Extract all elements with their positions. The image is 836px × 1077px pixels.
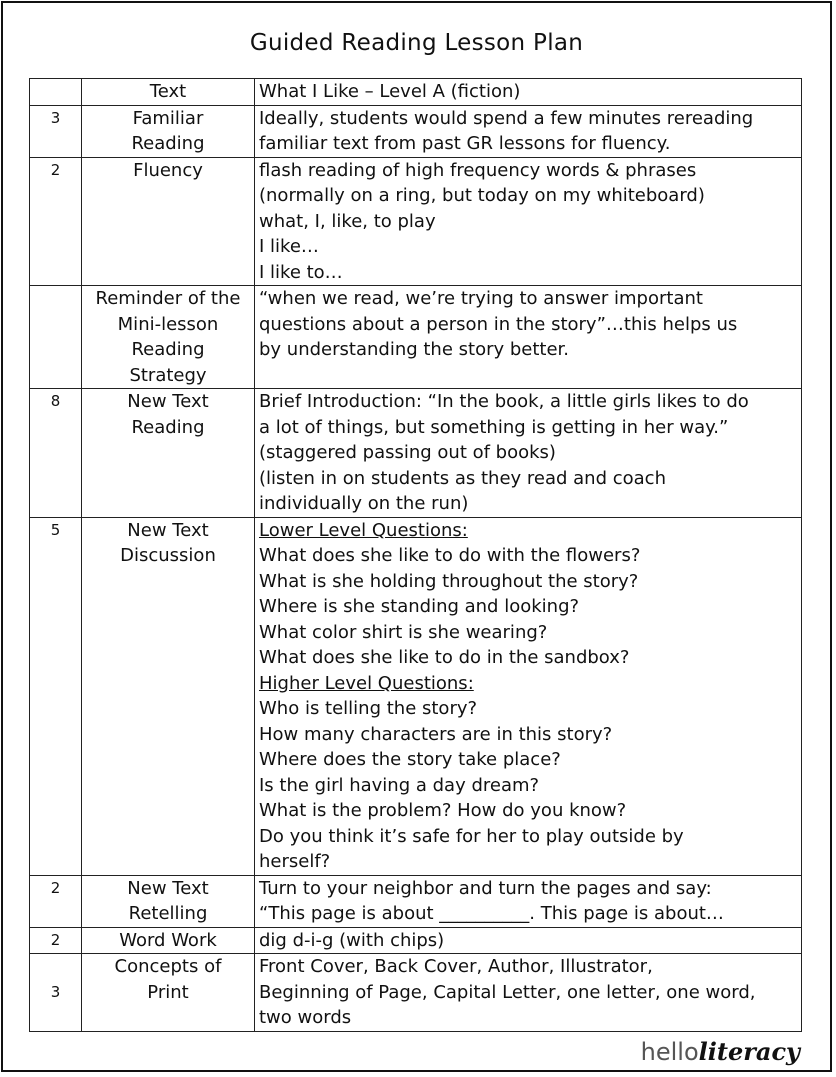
description-line: by understanding the story better. [259, 339, 570, 360]
time-cell: 2 [30, 875, 82, 927]
description-line: How many characters are in this story? [259, 723, 613, 745]
component-cell [82, 389, 255, 518]
component-label: Reading [131, 133, 205, 154]
page-title: Guided Reading Lesson Plan [249, 30, 584, 56]
table-row [30, 389, 802, 518]
description-line: familiar text from past GR lessons for fluency. [259, 133, 671, 154]
description-line: Front Cover, Back Cover, Author, Illustrator, [259, 956, 653, 977]
time-cell: 2 [30, 927, 82, 954]
description-cell [255, 105, 802, 157]
time-cell [30, 286, 82, 389]
description-line: (listen in on students as they read and coach [259, 467, 666, 489]
description-line: What I Like – Level A (fiction) [259, 81, 521, 102]
time-cell: 5 [30, 517, 82, 875]
time-cell: 3 [30, 105, 82, 157]
table-row [30, 286, 802, 389]
description-line: I like… [259, 236, 319, 257]
description-line: individually on the run) [259, 493, 469, 514]
description-line: what, I, like, to play [259, 210, 436, 232]
component-label: Print [147, 981, 189, 1003]
description-line: What does she like to do with the flowers? [259, 545, 641, 566]
component-label: Word Work [119, 929, 217, 951]
description-line: Where is she standing and looking? [259, 596, 580, 617]
description-cell [255, 517, 802, 875]
description-line: Brief Introduction: “In the book, a little girls likes to do [259, 391, 749, 412]
description-line: Ideally, students would spend a few minutes rereading [259, 107, 754, 129]
description-line: questions about a person in the story”…this helps us [259, 313, 738, 335]
description-cell [255, 79, 802, 106]
table-row [30, 105, 802, 157]
description-line: herself? [259, 851, 331, 872]
brand-logo [641, 1038, 800, 1066]
question-heading: Lower Level Questions: [259, 519, 468, 541]
time-cell [30, 79, 82, 106]
brand-prefix: hello [640, 1038, 699, 1066]
component-cell [82, 954, 255, 1032]
table-row [30, 157, 802, 286]
description-line: (staggered passing out of books) [259, 442, 556, 463]
description-line: (normally on a ring, but today on my whiteboard) [259, 185, 705, 206]
question-heading: Higher Level Questions: [259, 672, 474, 694]
description-line: Where does the story take place? [259, 749, 561, 770]
time-cell: 2 [30, 157, 82, 286]
description-cell [255, 875, 802, 927]
component-cell [82, 79, 255, 106]
description-line: What color shirt is she wearing? [259, 621, 548, 643]
table-row [30, 927, 802, 954]
table-row [30, 954, 802, 1032]
component-label: Discussion [120, 545, 216, 566]
lesson-plan-table [29, 78, 802, 1032]
component-label: New Text [127, 519, 209, 541]
component-label: Reminder of the [95, 288, 241, 309]
description-line: a lot of things, but something is getting in her way.” [259, 416, 729, 438]
component-label: Reading [131, 339, 205, 360]
description-line: two words [259, 1007, 352, 1028]
component-cell [82, 157, 255, 286]
component-label: Fluency [133, 159, 203, 181]
description-cell [255, 389, 802, 518]
description-line: “This page is about __________. This page is about… [259, 903, 724, 924]
description-line: What is she holding throughout the story? [259, 570, 639, 592]
description-line: What is the problem? How do you know? [259, 800, 627, 821]
table-row [30, 875, 802, 927]
component-cell [82, 286, 255, 389]
component-cell [82, 517, 255, 875]
component-label: Mini-lesson [117, 313, 219, 335]
component-cell [82, 105, 255, 157]
component-label: Reading [131, 416, 205, 438]
component-label: Concepts of [114, 956, 222, 977]
component-cell [82, 875, 255, 927]
description-line: Who is telling the story? [259, 698, 478, 719]
description-line: Is the girl having a day dream? [259, 774, 540, 796]
component-label: Text [149, 81, 187, 102]
description-line: Beginning of Page, Capital Letter, one letter, one word, [259, 981, 756, 1003]
description-line: dig d-i-g (with chips) [259, 929, 445, 951]
table-row [30, 79, 802, 106]
description-cell [255, 286, 802, 389]
component-label: Strategy [129, 364, 207, 386]
description-cell [255, 157, 802, 286]
component-label: New Text [127, 391, 209, 412]
description-line: “when we read, we’re trying to answer important [259, 288, 703, 309]
description-line: What does she like to do in the sandbox? [259, 647, 630, 668]
component-cell [82, 927, 255, 954]
description-cell [255, 954, 802, 1032]
description-line: I like to… [259, 261, 343, 283]
brand-suffix: literacy [698, 1037, 800, 1066]
time-cell: 3 [30, 954, 82, 1032]
time-cell: 8 [30, 389, 82, 518]
component-label: New Text [127, 877, 209, 899]
description-cell [255, 927, 802, 954]
description-line: Do you think it’s safe for her to play outside by [259, 825, 684, 847]
description-line: Turn to your neighbor and turn the pages and say: [259, 877, 712, 899]
description-line: flash reading of high frequency words & phrases [259, 159, 697, 181]
table-row [30, 517, 802, 875]
component-label: Familiar [132, 107, 204, 129]
component-label: Retelling [128, 903, 208, 924]
